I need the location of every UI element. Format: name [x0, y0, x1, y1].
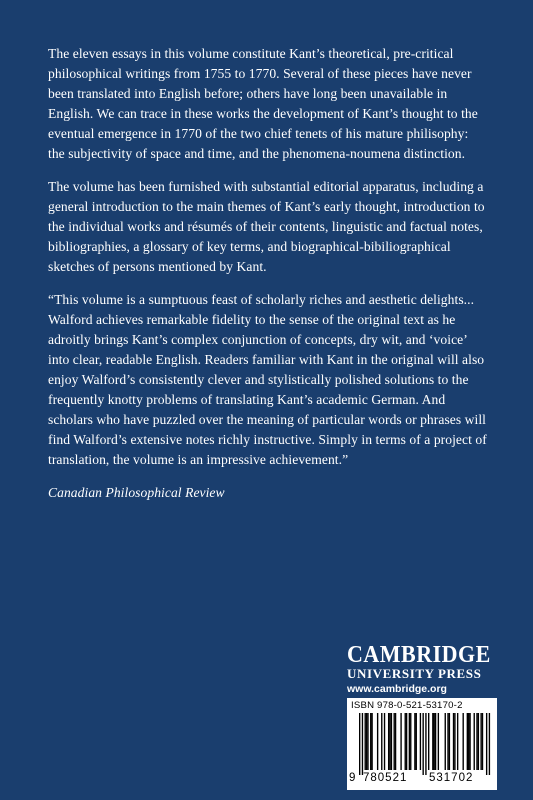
ean-first-digit: 9 [349, 772, 357, 784]
barcode-bar [422, 713, 423, 775]
ean-left-group: 780521 [363, 772, 408, 784]
barcode-bar [362, 713, 363, 775]
barcode-bar [420, 713, 421, 770]
barcode-bar [370, 713, 371, 770]
barcode-bar [468, 713, 469, 770]
barcode-bar [428, 713, 429, 770]
barcode-bar [394, 713, 395, 770]
publisher-url: www.cambridge.org [347, 683, 447, 695]
barcode-bar [474, 713, 475, 770]
barcode-bar [406, 713, 407, 770]
barcode-bar [480, 713, 481, 770]
barcode-bar [389, 713, 390, 770]
barcode-panel [347, 698, 497, 790]
publisher-name: CAMBRIDGE [347, 639, 491, 668]
barcode-bar [476, 713, 477, 770]
barcode-bar [384, 713, 385, 770]
description-paragraph-2: The volume has been furnished with substantial editorial apparatus, including a general introduction to the main themes of Kant’s early thought, introduction to the individual works and résumés of their contents, linguistic and factual notes, bibliographies, a glossary of key terms, and biographical-bibiliographical sketches of persons mentioned by Kant. [48, 179, 485, 274]
barcode-bar [409, 713, 410, 770]
barcode-bar [388, 713, 389, 770]
barcode-bar [463, 713, 464, 770]
barcode-bar [449, 713, 450, 770]
barcode-bar [367, 713, 368, 770]
barcode-bar [489, 713, 490, 775]
barcode-bar [359, 713, 360, 775]
barcode-bar [400, 713, 401, 770]
barcode-bar [469, 713, 470, 770]
barcode-bar [405, 713, 406, 770]
publisher-logo [347, 639, 507, 696]
barcode-bar [435, 713, 436, 770]
description-paragraph-1: The eleven essays in this volume constitute Kant’s theoretical, pre-critical philosophical writings from 1755 to 1770. Several of these pieces have never been translated into English before; others have long been unavailable in English. We can trace in these works the development of Kant’s thought to the eventual emergence in 1770 of the two chief tenets of his mature philisophy: the subjectivity of space and time, and the phenomena-noumena distinction. [48, 46, 478, 161]
barcode-bar [434, 713, 435, 770]
barcode-bar [467, 713, 468, 770]
barcode-bar [381, 713, 382, 770]
barcode-bar [416, 713, 417, 770]
blurb-text [48, 44, 488, 516]
barcode-bar [414, 713, 415, 770]
review-source: Canadian Philosophical Review [48, 485, 225, 500]
barcode-bar [410, 713, 411, 770]
barcode-bar [486, 713, 487, 775]
barcode-bar [395, 713, 396, 770]
barcode-bar [365, 713, 366, 770]
isbn-label: ISBN 978-0-521-53170-2 [351, 700, 463, 711]
barcode-bar [425, 713, 426, 775]
barcode-bar [371, 713, 372, 770]
ean-right-group: 531702 [429, 772, 474, 784]
barcode-bar [453, 713, 454, 770]
barcode-bar [391, 713, 392, 770]
barcode-bar [438, 713, 439, 770]
barcode-bar [478, 713, 479, 770]
publisher-subname: UNIVERSITY PRESS [347, 666, 482, 681]
barcode-bar [454, 713, 455, 770]
barcode-bar [445, 713, 446, 770]
barcode-bar [377, 713, 378, 770]
barcode-bar [432, 713, 433, 770]
barcode-bar [366, 713, 367, 770]
barcode-bar [447, 713, 448, 770]
review-quote: “This volume is a sumptuous feast of scholarly riches and aesthetic delights... Walford achieves remarkable fidelity to the sense of the original text as he adroitly brings Kant’s complex conjunction of concepts, dry wit, and ‘voice’ into clear, readable English. Readers familiar with Kant in the original will also enjoy Walford’s consistently clever and stylistically polished solutions to the frequently knotty problems of translating Kant’s academic German. And scholars who have puzzled over the meaning of particular words or phrases will find Walford’s extensive notes richly instructive. Simply in terms of a project of translation, the volume is an impressive achievement.” [48, 292, 487, 467]
barcode-bar [482, 713, 483, 770]
barcode-bar [457, 713, 458, 770]
